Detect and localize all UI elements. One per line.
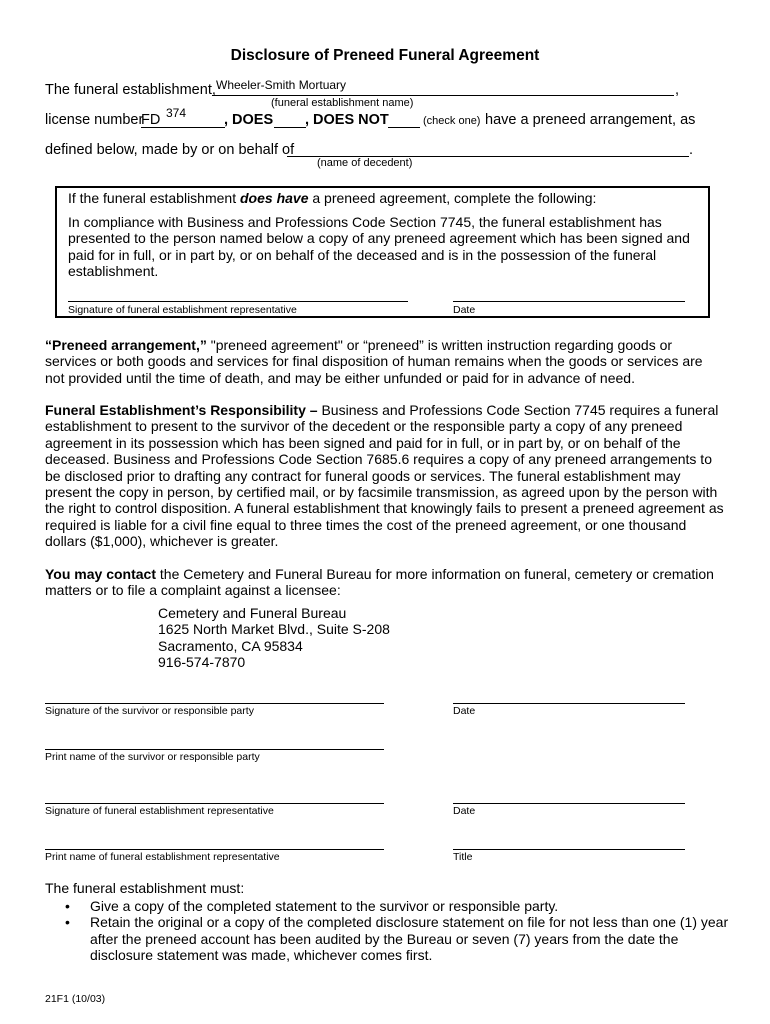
license-prefix: license number bbox=[45, 112, 144, 128]
box-date-label: Date bbox=[453, 304, 476, 316]
box-body: In compliance with Business and Professions Code Section 7745, the funeral establishment has presented to the person named below a copy of any preneed agreement which has been signed and paid for in full, or in part by, or on behalf of the deceased and is in the possession of the funeral establishment. bbox=[68, 214, 690, 280]
license-number-field[interactable] bbox=[141, 126, 225, 128]
rep-title-label: Title bbox=[453, 851, 473, 863]
definition-text: "preneed agreement" or “preneed” is written instruction regarding goods or services or both goods and services for final disposition of human remains when the goods or services are not provided until the time of death, and may be either unfunded or paid for in advance of need. bbox=[45, 337, 703, 386]
requirement-text: Give a copy of the completed statement to the survivor or responsible party. bbox=[90, 898, 559, 914]
requirement-text: Retain the original or a copy of the completed disclosure statement on file for not less than one (1) year after the preneed account has been audited by the Bureau or seven (7) years from the date the disclosure statement was made, whichever comes first. bbox=[90, 914, 729, 964]
survivor-signature-line[interactable] bbox=[45, 702, 384, 704]
requirements-list bbox=[45, 898, 730, 964]
box-signature-label: Signature of funeral establishment representative bbox=[68, 304, 297, 316]
requirements-heading: The funeral establishment must: bbox=[45, 880, 245, 896]
list-item bbox=[45, 914, 730, 963]
survivor-print-line[interactable] bbox=[45, 748, 384, 750]
address-line: 1625 North Market Blvd., Suite S-208 bbox=[158, 621, 390, 638]
does-label: , DOES bbox=[224, 112, 274, 128]
box-intro-post: a preneed agreement, complete the following: bbox=[312, 190, 597, 206]
box-intro bbox=[68, 190, 698, 206]
establishment-caption: (funeral establishment name) bbox=[271, 97, 414, 109]
rep-signature-label: Signature of funeral establishment representative bbox=[45, 805, 274, 817]
does-not-checkbox-line[interactable] bbox=[388, 126, 420, 128]
responsibility-term: Funeral Establishment’s Responsibility – bbox=[45, 402, 318, 418]
decedent-period: . bbox=[689, 142, 694, 158]
definition-paragraph bbox=[45, 337, 725, 386]
does-checkbox-line[interactable] bbox=[274, 126, 306, 128]
survivor-date-line[interactable] bbox=[453, 702, 685, 704]
contact-paragraph bbox=[45, 566, 725, 599]
survivor-print-label: Print name of the survivor or responsible party bbox=[45, 751, 260, 763]
box-intro-emph: does have bbox=[240, 190, 309, 206]
address-line: 916-574-7870 bbox=[158, 654, 246, 671]
rep-date-label: Date bbox=[453, 805, 476, 817]
box-signature-line[interactable] bbox=[68, 300, 408, 302]
box-intro-pre: If the funeral establishment bbox=[68, 190, 237, 206]
form-number: 21F1 (10/03) bbox=[45, 993, 106, 1005]
license-number-value: 374 bbox=[166, 106, 187, 120]
license-fd: FD bbox=[141, 112, 161, 128]
survivor-date-label: Date bbox=[453, 705, 476, 717]
rep-title-line[interactable] bbox=[453, 848, 685, 850]
address-line: Cemetery and Funeral Bureau bbox=[158, 605, 347, 621]
rep-date-line[interactable] bbox=[453, 802, 685, 804]
defined-prefix: defined below, made by or on behalf of bbox=[45, 142, 295, 158]
establishment-name-value: Wheeler-Smith Mortuary bbox=[216, 78, 347, 92]
does-not-label: , DOES NOT bbox=[305, 112, 389, 128]
establishment-name-field[interactable] bbox=[212, 94, 674, 96]
definition-term: “Preneed arrangement,” bbox=[45, 337, 207, 353]
box-date-line[interactable] bbox=[453, 300, 685, 302]
license-suffix: have a preneed arrangement, as bbox=[485, 112, 696, 128]
bureau-address bbox=[158, 605, 390, 671]
responsibility-paragraph bbox=[45, 402, 725, 550]
address-line: Sacramento, CA 95834 bbox=[158, 637, 303, 654]
survivor-signature-label: Signature of the survivor or responsible party bbox=[45, 705, 254, 717]
rep-print-line[interactable] bbox=[45, 848, 384, 850]
check-one-hint: (check one) bbox=[423, 115, 481, 127]
rep-print-label: Print name of funeral establishment representative bbox=[45, 851, 280, 863]
contact-term: You may contact bbox=[45, 566, 156, 582]
list-item bbox=[45, 898, 730, 914]
page-title: Disclosure of Preneed Funeral Agreement bbox=[230, 47, 540, 64]
rep-signature-line[interactable] bbox=[45, 802, 384, 804]
bullet: • bbox=[65, 898, 70, 914]
bullet: • bbox=[65, 914, 70, 931]
contact-text: the Cemetery and Funeral Bureau for more information on funeral, cemetery or cremation matters or to file a complaint against a licensee: bbox=[45, 566, 714, 599]
establishment-comma: , bbox=[675, 82, 680, 98]
establishment-prefix: The funeral establishment, bbox=[45, 82, 216, 98]
responsibility-text: Business and Professions Code Section 7745 requires a funeral establishment to present to the survivor of the decedent or the responsible party a copy of any preneed agreement in its possession which has been signed and paid for in full, or in part by, or on behalf of the deceased. Business and Professions Code Section 7685.6 requires a copy of any preneed arrangements to be disclosed prior to drafting any contract for funeral goods or services. The funeral establishment may present the copy in person, by certified mail, or by facsimile transmission, as agreed upon by the person with the right to control disposition. A funeral establishment that knowingly fails to present a preneed agreement as required is liable for a civil fine equal to three times the cost of the preneed agreement, or one thousand dollars ($1,000), whichever is greater. bbox=[45, 402, 724, 550]
decedent-caption: (name of decedent) bbox=[317, 157, 413, 169]
